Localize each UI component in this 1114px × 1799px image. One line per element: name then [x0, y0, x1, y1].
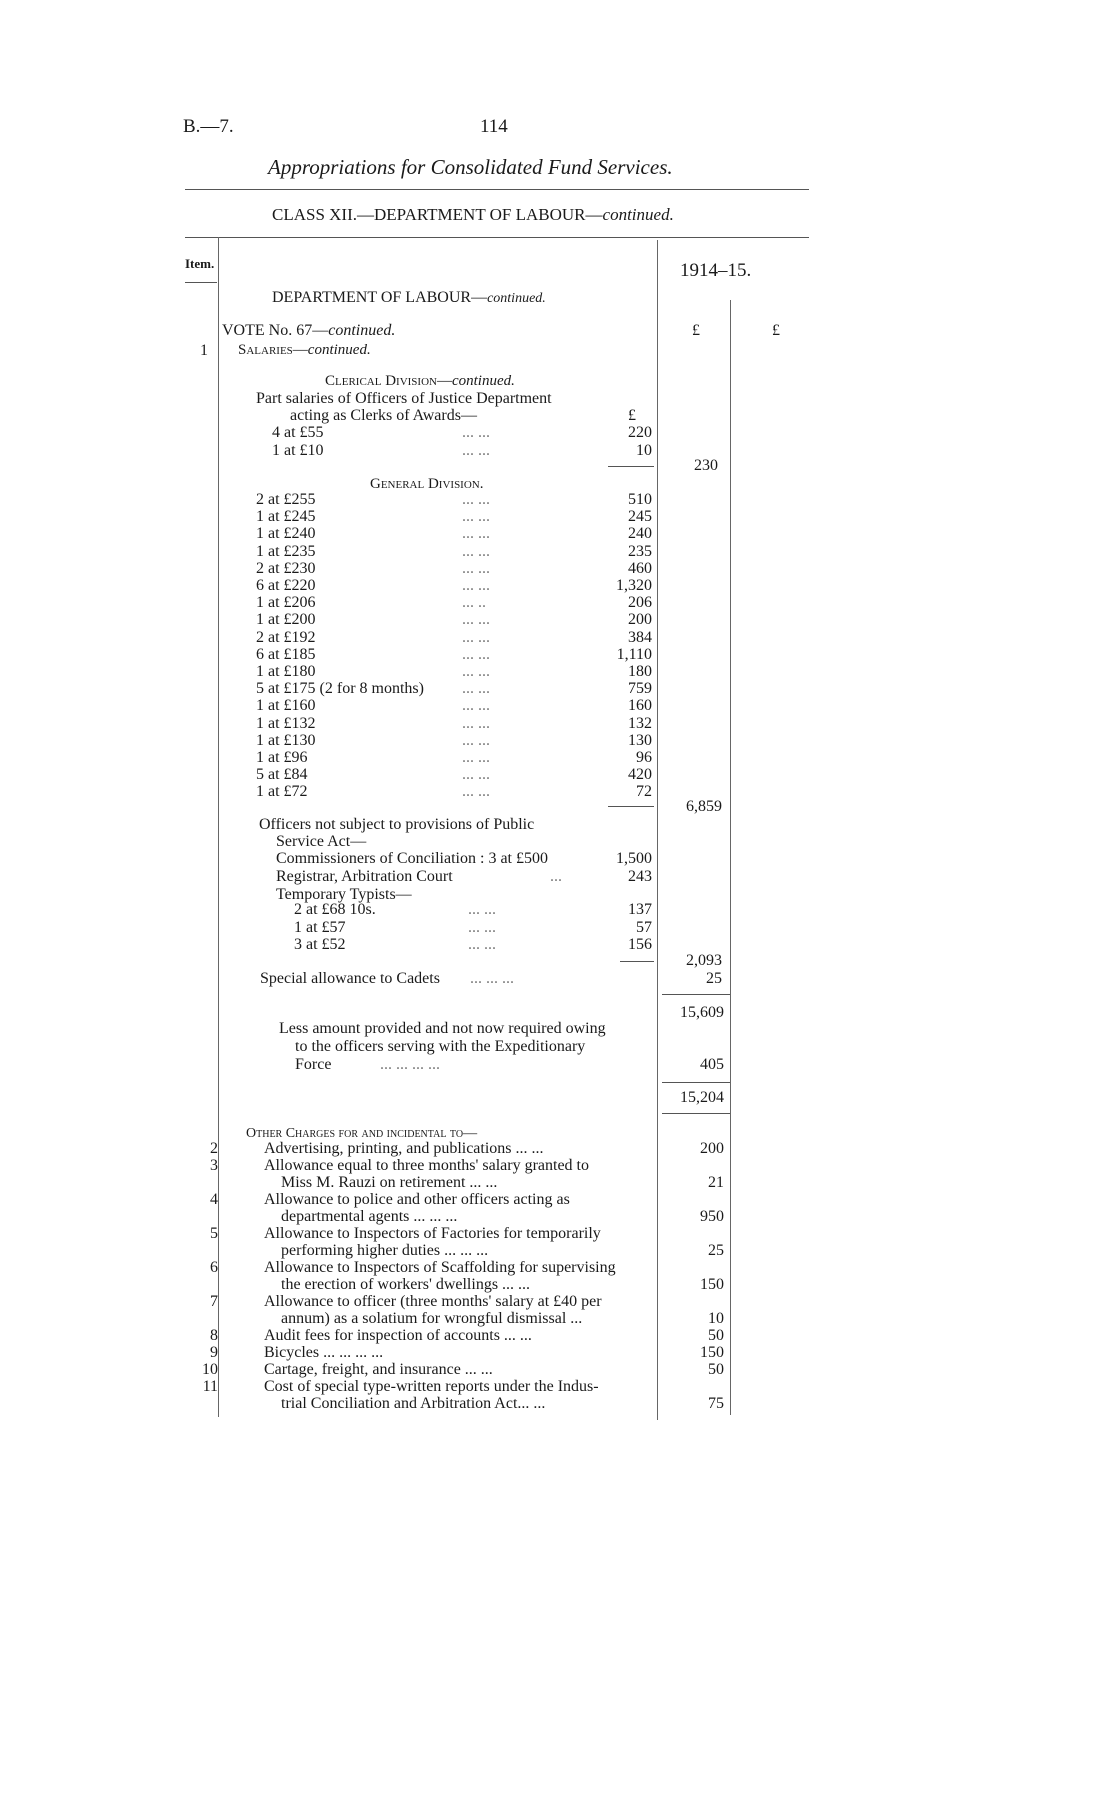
charge-item-text: Cartage, freight, and insurance ... ...	[264, 1361, 493, 1378]
vote-heading: VOTE No. 67—continued.	[222, 322, 396, 339]
general-row-label: 1 at £245	[256, 508, 316, 526]
charge-item-text: Allowance to Inspectors of Factories for temporarily	[264, 1225, 601, 1242]
charge-item-text: Miss M. Rauzi on retirement ... ...	[281, 1174, 498, 1191]
total-column-rule	[730, 300, 731, 1415]
general-row-label: 5 at £175 (2 for 8 months)	[256, 680, 424, 698]
clerical-heading: Clerical Division—continued.	[325, 373, 515, 389]
charge-item-number: 8	[210, 1327, 218, 1344]
clerical-row-label: 4 at £55	[272, 424, 324, 441]
general-row-dots: ... ...	[462, 714, 490, 732]
general-row-dots: ... ...	[462, 749, 490, 766]
subtotal: 15,609	[680, 1004, 724, 1021]
charge-item-amount: 75	[708, 1395, 724, 1412]
clerical-row-dots: ... ...	[462, 441, 490, 459]
charge-item-text: Advertising, printing, and publications ... ...	[264, 1140, 544, 1157]
table-top-rule	[185, 237, 809, 238]
charge-item-amount: 150	[700, 1276, 724, 1293]
charge-item-text: Cost of special type-written reports under the Indus-	[264, 1378, 599, 1395]
general-row-amount: 1,320	[616, 577, 652, 594]
general-row-amount: 206	[628, 594, 652, 612]
item-head-rule	[185, 282, 217, 283]
pound-col-2: £	[772, 322, 780, 339]
general-row-amount: 510	[628, 491, 652, 508]
general-row-dots: ... ...	[462, 559, 490, 577]
general-row-dots: ... ...	[462, 628, 490, 646]
typist-row-dots: ... ...	[468, 936, 496, 953]
charge-item-text: annum) as a solatium for wrongful dismissal ...	[281, 1310, 583, 1327]
general-row-label: 1 at £235	[256, 542, 316, 560]
general-row-dots: ... ...	[462, 731, 490, 749]
officers-line1: Officers not subject to provisions of Public	[259, 816, 535, 833]
charge-item-text: Audit fees for inspection of accounts ... ...	[264, 1327, 532, 1344]
charge-item-text: Allowance to officer (three months' salary at £40 per	[264, 1293, 602, 1310]
cadets-amount: 25	[706, 970, 722, 987]
net-total: 15,204	[680, 1089, 724, 1106]
clerical-total: 230	[694, 457, 718, 474]
commissioners-amount: 1,500	[616, 850, 652, 867]
general-total: 6,859	[686, 798, 722, 815]
typist-row-label: 1 at £57	[294, 918, 346, 936]
page-number: 114	[480, 116, 508, 137]
charge-item-amount: 25	[708, 1242, 724, 1259]
general-row-label: 1 at £132	[256, 714, 316, 732]
clerical-row-amount: 220	[628, 424, 652, 441]
general-row-amount: 130	[628, 731, 652, 749]
typist-row-label: 3 at £52	[294, 936, 346, 953]
charge-item-number: 11	[202, 1378, 218, 1395]
general-row-label: 1 at £72	[256, 783, 308, 801]
typist-row-amount: 137	[628, 901, 652, 918]
officers-line2: Service Act—	[276, 833, 367, 850]
clerical-row-amount: 10	[636, 441, 652, 459]
charge-item-amount: 10	[708, 1310, 724, 1327]
charge-item-amount: 200	[700, 1140, 724, 1157]
general-row-label: 1 at £200	[256, 611, 316, 629]
general-row-dots: ... ...	[462, 783, 490, 801]
officers-total: 2,093	[686, 952, 722, 969]
general-row-amount: 132	[628, 714, 652, 732]
charge-item-number: 10	[202, 1361, 218, 1378]
general-row-label: 1 at £130	[256, 731, 316, 749]
cadets-dots: ... ... ...	[470, 970, 514, 987]
charge-item-number: 7	[210, 1293, 218, 1310]
general-row-amount: 240	[628, 525, 652, 543]
registrar-dots: ...	[550, 868, 562, 885]
general-row-label: 1 at £180	[256, 663, 316, 680]
clerical-sum-rule	[608, 466, 654, 467]
general-row-amount: 235	[628, 542, 652, 560]
less-line3: Force	[295, 1056, 332, 1073]
header-rule	[185, 189, 809, 190]
general-row-label: 2 at £255	[256, 491, 316, 508]
net-top-rule	[662, 1082, 730, 1083]
pound-sub: £	[628, 407, 636, 424]
general-row-amount: 1,110	[616, 645, 652, 663]
part-salaries-line2: acting as Clerks of Awards—	[290, 407, 477, 424]
general-row-amount: 160	[628, 697, 652, 715]
charge-item-text: Bicycles ... ... ... ...	[264, 1344, 384, 1361]
general-row-amount: 460	[628, 559, 652, 577]
general-row-amount: 759	[628, 680, 652, 698]
charge-item-amount: 50	[708, 1361, 724, 1378]
subtotal-top-rule	[662, 994, 730, 995]
registrar-amount: 243	[628, 868, 652, 885]
charge-item-text: Allowance equal to three months' salary granted to	[264, 1157, 589, 1174]
general-row-amount: 180	[628, 663, 652, 680]
less-line2: to the officers serving with the Expeditionary	[295, 1038, 586, 1055]
general-row-dots: ... ...	[462, 697, 490, 715]
class-heading: CLASS XII.—DEPARTMENT OF LABOUR—continued.	[272, 205, 674, 224]
general-row-dots: ... ...	[462, 611, 490, 629]
general-sum-rule	[608, 806, 654, 807]
charge-item-amount: 21	[708, 1174, 724, 1191]
salaries-heading: Salaries—continued.	[238, 342, 371, 358]
general-row-dots: ... ...	[462, 645, 490, 663]
charge-item-number: 9	[210, 1344, 218, 1361]
general-heading: General Division.	[370, 476, 484, 492]
charge-item-number: 6	[210, 1259, 218, 1276]
general-row-amount: 384	[628, 628, 652, 646]
less-dots: ... ... ... ...	[380, 1056, 440, 1073]
charge-item-number: 3	[210, 1157, 218, 1174]
charge-item-number: 2	[210, 1140, 218, 1157]
clerical-row-dots: ... ...	[462, 424, 490, 441]
typist-row-amount: 57	[636, 918, 652, 936]
general-row-amount: 420	[628, 766, 652, 784]
charge-item-text: the erection of workers' dwellings ... ...	[281, 1276, 531, 1293]
year-header: 1914–15.	[680, 260, 752, 281]
pound-col-1: £	[692, 322, 700, 339]
typist-row-dots: ... ...	[468, 901, 496, 918]
part-salaries-line1: Part salaries of Officers of Justice Department	[256, 390, 552, 407]
general-row-dots: ... ...	[462, 766, 490, 784]
less-line1: Less amount provided and not now required owing	[279, 1020, 606, 1037]
general-row-label: 2 at £192	[256, 628, 316, 646]
general-row-dots: ... ...	[462, 508, 490, 526]
charge-item-number: 5	[210, 1225, 218, 1242]
page-title: Appropriations for Consolidated Fund Services.	[268, 155, 673, 179]
general-row-label: 5 at £84	[256, 766, 308, 784]
registrar-label: Registrar, Arbitration Court	[276, 868, 453, 885]
general-row-amount: 200	[628, 611, 652, 629]
charge-item-number: 4	[210, 1191, 218, 1208]
page-ref: B.—7.	[183, 116, 234, 137]
general-row-label: 1 at £206	[256, 594, 316, 612]
general-row-label: 6 at £185	[256, 645, 316, 663]
item-column-rule	[218, 237, 219, 1417]
item-column-header: Item.	[185, 256, 215, 271]
general-row-label: 1 at £240	[256, 525, 316, 543]
charge-item-text: trial Conciliation and Arbitration Act... ...	[281, 1395, 546, 1412]
general-row-dots: ... ...	[462, 542, 490, 560]
general-row-label: 6 at £220	[256, 577, 316, 594]
commissioners-label: Commissioners of Conciliation : 3 at £500	[276, 850, 548, 867]
charge-item-text: Allowance to Inspectors of Scaffolding for supervising	[264, 1259, 616, 1276]
dept-heading: DEPARTMENT OF LABOUR—continued.	[272, 289, 546, 306]
general-row-amount: 96	[636, 749, 652, 766]
charge-item-amount: 150	[700, 1344, 724, 1361]
typist-row-amount: 156	[628, 936, 652, 953]
charge-item-amount: 50	[708, 1327, 724, 1344]
general-row-amount: 245	[628, 508, 652, 526]
charge-item-text: Allowance to police and other officers acting as	[264, 1191, 570, 1208]
general-row-dots: ... ...	[462, 491, 490, 508]
general-row-dots: ... ...	[462, 663, 490, 680]
general-row-amount: 72	[636, 783, 652, 801]
clerical-row-label: 1 at £10	[272, 441, 324, 459]
general-row-dots: ... ..	[462, 594, 486, 612]
officers-sum-rule	[620, 961, 654, 962]
general-row-label: 2 at £230	[256, 559, 316, 577]
other-charges-heading: Other Charges for and incidental to—	[246, 1126, 478, 1141]
general-row-dots: ... ...	[462, 680, 490, 698]
typists-label: Temporary Typists—	[276, 886, 412, 903]
less-amount: 405	[700, 1056, 724, 1073]
amount-column-rule	[657, 240, 658, 1420]
general-row-dots: ... ...	[462, 525, 490, 543]
charge-item-amount: 950	[700, 1208, 724, 1225]
net-bottom-rule	[662, 1113, 730, 1114]
general-row-dots: ... ...	[462, 577, 490, 594]
typist-row-dots: ... ...	[468, 918, 496, 936]
charge-item-text: departmental agents ... ... ...	[281, 1208, 458, 1225]
general-row-label: 1 at £96	[256, 749, 308, 766]
cadets-label: Special allowance to Cadets	[260, 970, 440, 987]
item-number: 1	[200, 342, 208, 359]
typist-row-label: 2 at £68 10s.	[294, 901, 376, 918]
general-row-label: 1 at £160	[256, 697, 316, 715]
charge-item-text: performing higher duties ... ... ...	[281, 1242, 489, 1259]
